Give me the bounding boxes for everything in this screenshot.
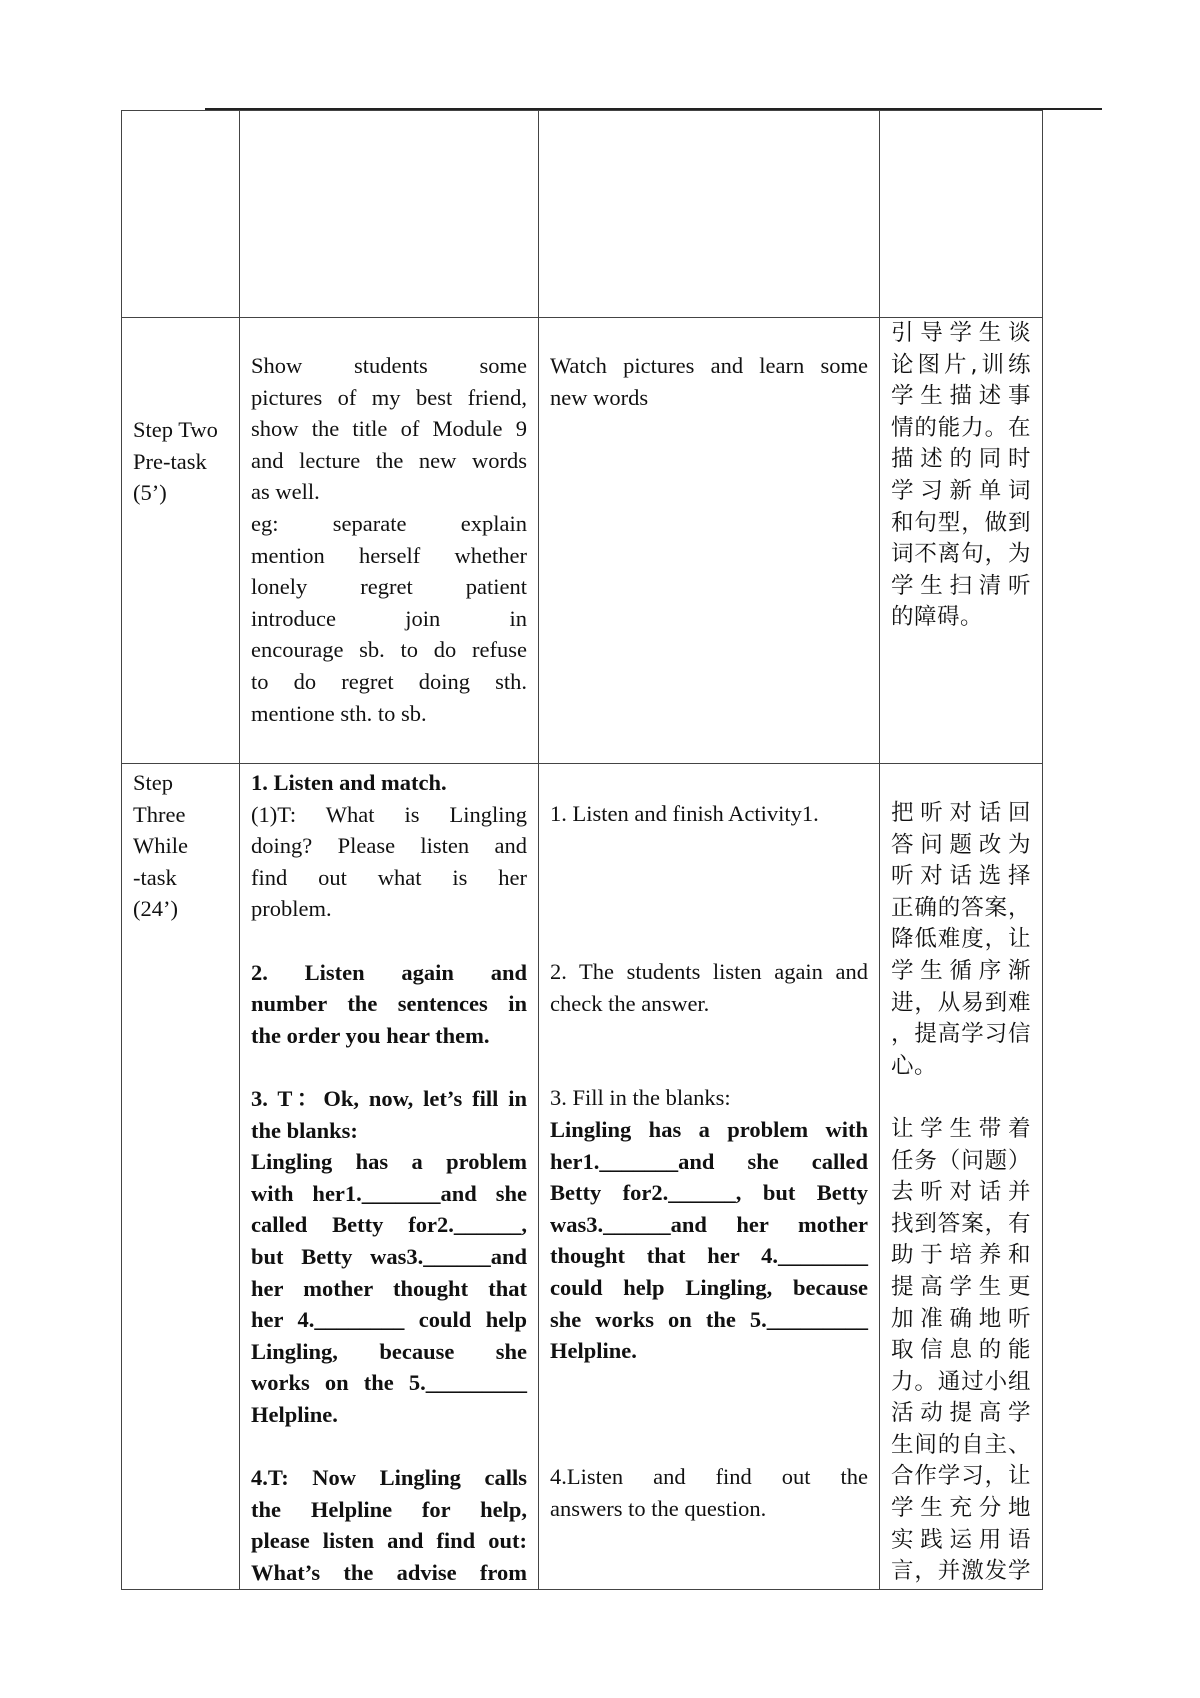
text-line: 1. Listen and finish Activity1.	[550, 801, 819, 826]
activity-heading: the order you hear them.	[251, 1022, 490, 1048]
teacher-activity-cell	[240, 318, 539, 764]
text-line: 答问题改为	[891, 831, 1031, 858]
text-line: 合作学习，让	[891, 1463, 1031, 1490]
design-intent-cell	[880, 764, 1043, 1590]
text-line: 取信息的能	[891, 1337, 1031, 1364]
activity-heading: 4.T: Now Lingling calls	[251, 1465, 527, 1491]
text-line: she works on the 5._________	[550, 1306, 868, 1332]
activity-heading: 1. Listen and match.	[251, 770, 447, 795]
text-line: mentione sth. to sb.	[251, 700, 427, 726]
text-line: introduce join in	[251, 605, 527, 631]
text-line: 加准确地听	[891, 1305, 1031, 1332]
step-phase: -task	[133, 864, 177, 890]
activity-heading: 3. T：Ok, now, let’s fill in	[251, 1085, 527, 1111]
teacher-activity-cell	[240, 764, 539, 1590]
text-line: Helpline.	[550, 1338, 637, 1364]
step-cell	[122, 318, 240, 764]
text-line: Helpline.	[251, 1401, 338, 1427]
text-line: with her1._______and she	[251, 1180, 527, 1206]
text-line: 3. Fill in the blanks:	[550, 1085, 731, 1111]
text-line: as well.	[251, 479, 320, 505]
text-line: 学习新单词	[891, 477, 1031, 504]
step-phase: Pre-task	[133, 448, 207, 474]
text-line: Betty for2.______, but Betty	[550, 1180, 868, 1206]
step-name: Three	[133, 801, 186, 827]
text-line: to do regret doing sth.	[251, 668, 527, 694]
text-line: 言，并激发学	[891, 1558, 1031, 1585]
step-name: Step Two	[133, 417, 218, 442]
text-line: pictures of my best friend,	[251, 384, 527, 410]
student-activity-cell	[539, 111, 880, 318]
text-line: 正确的答案，	[891, 894, 1031, 921]
student-activity-cell	[539, 318, 880, 764]
text-line: called Betty for2.______,	[251, 1212, 527, 1238]
text-line: please listen and find out:	[251, 1528, 527, 1554]
text-line: doing? Please listen and	[251, 833, 527, 859]
text-line: find out what is her	[251, 864, 527, 890]
text-line: Show students some	[251, 353, 527, 378]
teacher-activity-cell	[240, 111, 539, 318]
text-line: the blanks:	[251, 1117, 358, 1143]
text-line: 助于培养和	[891, 1242, 1031, 1269]
text-line: her 4.________ could help	[251, 1307, 527, 1333]
text-line: 情的能力。在	[891, 414, 1031, 441]
text-line: What’s the advise from	[251, 1559, 527, 1585]
text-line: 让学生带着	[891, 1115, 1031, 1142]
table-row-empty	[122, 111, 1043, 318]
text-line: 论图片,训练	[891, 351, 1031, 378]
text-line: 的障碍。	[891, 604, 984, 631]
text-line: could help Lingling, because	[550, 1274, 868, 1300]
activity-heading: number the sentences in	[251, 991, 527, 1017]
text-line: mention herself whether	[251, 542, 527, 568]
text-line: 活动提高学	[891, 1400, 1031, 1427]
text-line: 引导学生谈	[891, 320, 1031, 346]
text-line: show the title of Module 9	[251, 416, 527, 442]
design-intent-cell	[880, 318, 1043, 764]
text-line: the Helpline for help,	[251, 1496, 527, 1522]
text-line: Watch pictures and learn some	[550, 353, 868, 378]
text-line: problem.	[251, 896, 332, 922]
text-line: 任务（问题）	[891, 1147, 1031, 1174]
text-line: her mother thought that	[251, 1275, 527, 1301]
text-line: eg: separate explain	[251, 510, 527, 536]
text-line: but Betty was3.______and	[251, 1243, 527, 1269]
step-cell	[122, 764, 240, 1590]
text-line: 提高学生更	[891, 1273, 1031, 1300]
text-line: 学生描述事	[891, 383, 1031, 410]
text-line: encourage sb. to do refuse	[251, 637, 527, 663]
text-line: answers to the question.	[550, 1496, 767, 1522]
activity-heading: 2. Listen again and	[251, 959, 527, 985]
text-line: 学生扫清听	[891, 572, 1031, 599]
text-line: was3.______and her mother	[550, 1211, 868, 1237]
text-line: lonely regret patient	[251, 574, 527, 600]
text-line: 去听对话并	[891, 1179, 1031, 1206]
text-line: ，提高学习信	[891, 1021, 1031, 1048]
text-line: 听对话选择	[891, 863, 1031, 890]
text-line: 学生循序渐	[891, 957, 1031, 984]
text-line: 心。	[891, 1052, 938, 1079]
text-line: 词不离句，为	[891, 541, 1031, 568]
table-row-step-two	[122, 318, 1043, 764]
lesson-plan-table	[121, 110, 1043, 1590]
text-line: thought that her 4.________	[550, 1243, 868, 1269]
text-line: and lecture the new words	[251, 447, 527, 473]
step-duration: (24’)	[133, 896, 178, 922]
text-line: 学生充分地	[891, 1495, 1031, 1522]
text-line: her1._______and she called	[550, 1148, 868, 1174]
text-line: 实践运用语	[891, 1526, 1031, 1553]
text-line: 4.Listen and find out the	[550, 1464, 868, 1490]
text-line: 力。通过小组	[891, 1368, 1031, 1395]
step-name: Step	[133, 770, 174, 795]
text-line: 描述的同时	[891, 446, 1031, 473]
step-duration: (5’)	[133, 480, 167, 506]
text-line: 找到答案，有	[891, 1210, 1031, 1237]
text-line: new words	[550, 384, 649, 410]
design-intent-cell	[880, 111, 1043, 318]
text-line: works on the 5._________	[251, 1370, 527, 1396]
text-line: Lingling, because she	[251, 1338, 527, 1364]
text-line: 和句型，做到	[891, 509, 1031, 536]
text-line: 进，从易到难	[891, 989, 1031, 1016]
table-row-step-three	[122, 764, 1043, 1590]
text-line: Lingling has a problem with	[550, 1116, 868, 1142]
text-line: 2. The students listen again and	[550, 958, 868, 984]
text-line: 生间的自主、	[891, 1431, 1031, 1458]
step-cell	[122, 111, 240, 318]
text-line: 把听对话回	[891, 800, 1031, 826]
step-phase: While	[133, 833, 188, 859]
text-line: Lingling has a problem	[251, 1149, 527, 1175]
text-line: (1)T: What is Lingling	[251, 801, 527, 827]
text-line: 降低难度，让	[891, 926, 1031, 953]
student-activity-cell	[539, 764, 880, 1590]
text-line: check the answer.	[550, 990, 710, 1016]
